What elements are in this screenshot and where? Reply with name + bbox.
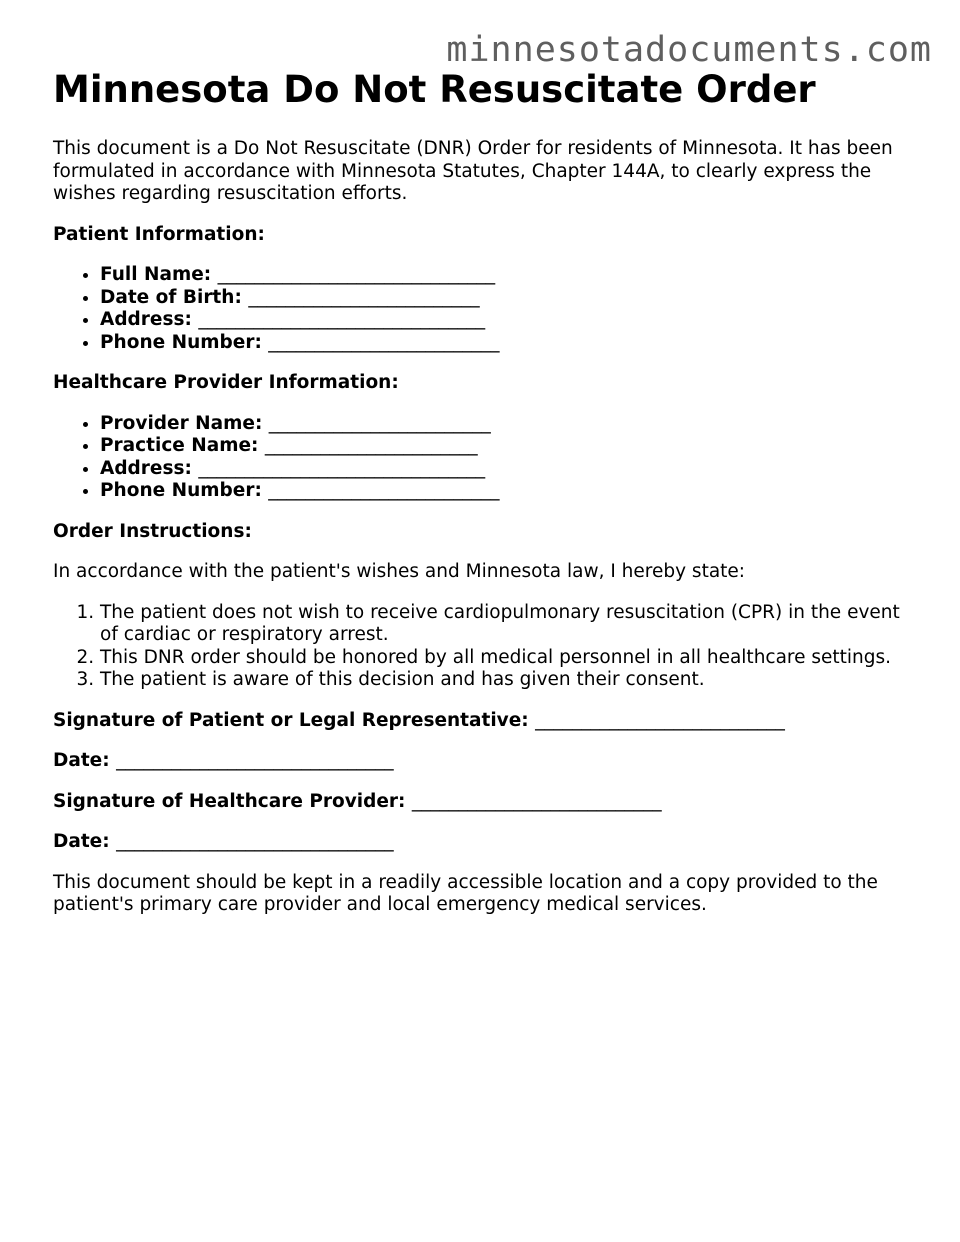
order-item: 3. The patient is aware of this decision and has given their consent. xyxy=(100,669,913,692)
blank-line: _______________________________ xyxy=(198,309,486,330)
watermark: minnesotadocuments.com xyxy=(446,30,932,70)
blank-line: ________________________ xyxy=(268,412,491,434)
patient-dob-field xyxy=(100,287,913,310)
provider-name-field xyxy=(100,413,913,436)
order-item: 1. The patient does not wish to receive cardiopulmonary resuscitation (CPR) in the event of cardiac or respiratory arrest. xyxy=(100,602,913,647)
blank-line: _________________________ xyxy=(248,286,480,308)
blank-line: ______________________________ xyxy=(116,831,394,852)
closing-paragraph: This document should be kept in a readily accessible location and a copy provided to the patient's primary care provider and local emergency medical services. xyxy=(53,871,878,915)
field-label: Date of Birth: xyxy=(100,286,242,308)
order-item: 2. This DNR order should be honored by all medical personnel in all healthcare settings. xyxy=(100,647,913,670)
patient-date-line xyxy=(53,750,913,773)
field-label: Full Name: xyxy=(100,264,212,285)
provider-address-field xyxy=(100,458,913,481)
provider-phone-field xyxy=(100,480,913,503)
blank-line: ___________________________ xyxy=(411,790,662,812)
patient-full-name-field xyxy=(100,264,913,287)
intro-paragraph: This document is a Do Not Resuscitate (DNR) Order for residents of Minnesota. It has been formulated in accordance with Minnesota Statutes, Chapter 144A, to clearly express the wishes regarding resuscitation efforts. xyxy=(53,138,893,204)
date-label: Date: xyxy=(53,750,110,771)
order-instructions-heading: Order Instructions: xyxy=(53,520,252,542)
blank-line: _________________________ xyxy=(268,331,500,353)
provider-signature-label: Signature of Healthcare Provider: xyxy=(53,790,406,812)
blank-line: _________________________ xyxy=(268,480,500,501)
field-label: Address: xyxy=(100,309,192,330)
date-label: Date: xyxy=(53,831,110,852)
blank-line: ______________________________ xyxy=(217,264,496,285)
document-page xyxy=(53,66,913,917)
patient-address-field xyxy=(100,309,913,332)
blank-line: ______________________________ xyxy=(116,750,394,771)
patient-phone-field xyxy=(100,332,913,355)
field-label: Provider Name: xyxy=(100,412,263,434)
order-instructions-list xyxy=(53,602,913,692)
blank-line: _______________________ xyxy=(264,435,478,456)
practice-name-field xyxy=(100,435,913,458)
patient-signature-label: Signature of Patient or Legal Representative: xyxy=(53,709,529,731)
order-statement: In accordance with the patient's wishes and Minnesota law, I hereby state: xyxy=(53,561,746,582)
provider-info-heading: Healthcare Provider Information: xyxy=(53,372,399,393)
document-title: Minnesota Do Not Resuscitate Order xyxy=(53,68,816,111)
provider-info-list xyxy=(53,413,913,503)
field-label: Address: xyxy=(100,457,192,479)
patient-signature-line xyxy=(53,710,913,733)
patient-info-list xyxy=(53,264,913,354)
blank-line: ___________________________ xyxy=(535,709,785,731)
provider-date-line xyxy=(53,831,913,854)
blank-line: _______________________________ xyxy=(198,457,486,479)
field-label: Phone Number: xyxy=(100,480,262,501)
field-label: Practice Name: xyxy=(100,435,259,456)
provider-signature-line xyxy=(53,791,913,814)
patient-info-heading: Patient Information: xyxy=(53,223,265,245)
field-label: Phone Number: xyxy=(100,331,262,353)
